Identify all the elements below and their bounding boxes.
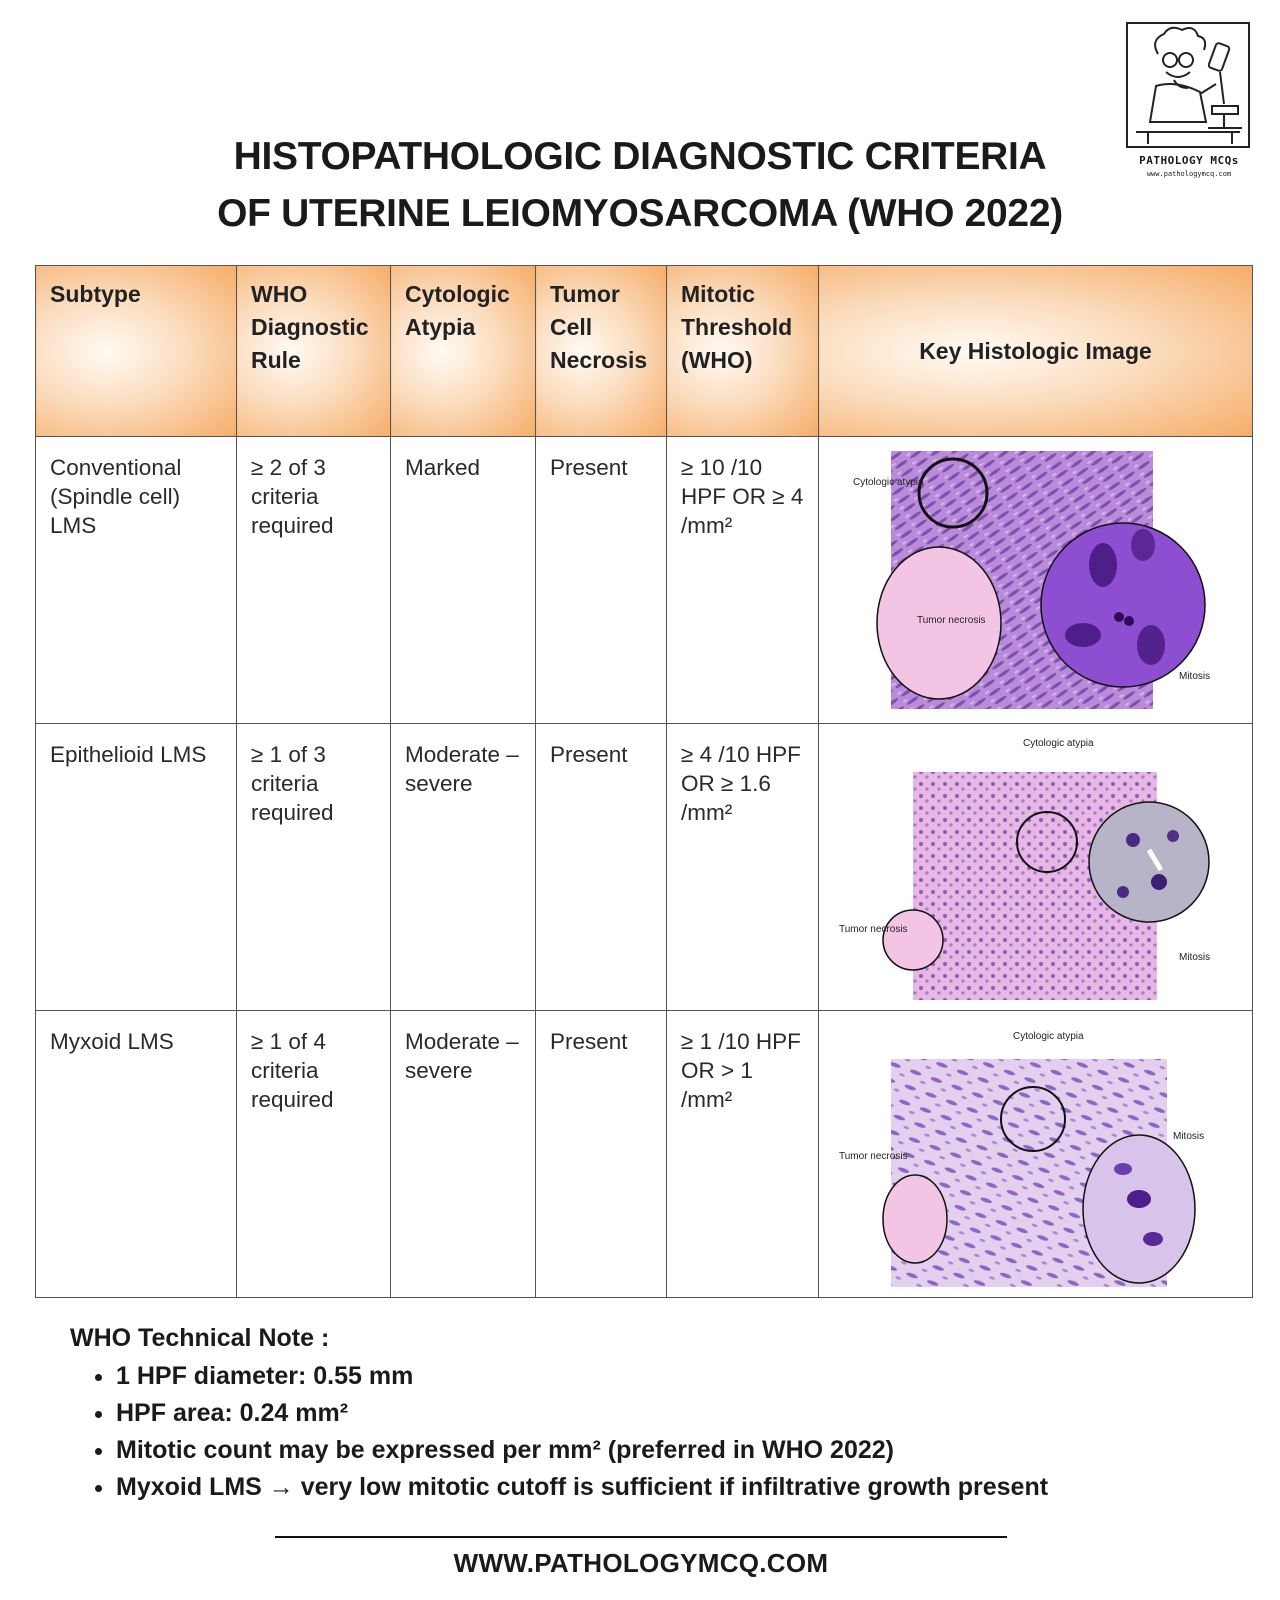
header-necrosis: Tumor Cell Necrosis [536, 266, 667, 437]
cell-mitotic: ≥ 10 /10 HPF OR ≥ 4 /mm² [667, 437, 819, 724]
label-mitosis: Mitosis [1173, 1131, 1205, 1142]
table-row [36, 437, 1253, 724]
cell-image [819, 437, 1253, 724]
header-rule: WHO Diagnostic Rule [237, 266, 391, 437]
cell-image [819, 1011, 1253, 1298]
header-mitotic: Mitotic Threshold (WHO) [667, 266, 819, 437]
cell-mitotic: ≥ 1 /10 HPF OR > 1 /mm² [667, 1011, 819, 1298]
label-atypia: Cytologic atypia [853, 477, 924, 488]
cell-rule: ≥ 2 of 3 criteria required [237, 437, 391, 724]
footer-divider [275, 1536, 1007, 1538]
title-line-1: HISTOPATHOLOGIC DIAGNOSTIC CRITERIA [233, 135, 1047, 178]
label-atypia: Cytologic atypia [1023, 738, 1094, 749]
title-line-2: OF UTERINE LEIOMYOSARCOMA (WHO 2022) [217, 192, 1063, 235]
label-necrosis: Tumor necrosis [917, 615, 986, 626]
list-item: • HPF area: 0.24 mm² [116, 1395, 1230, 1432]
cell-necrosis: Present [536, 437, 667, 724]
footer-website: WWW.PATHOLOGYMCQ.COM [453, 1548, 829, 1578]
table-row [36, 1011, 1253, 1298]
cell-atypia: Moderate –severe [391, 724, 536, 1011]
header-atypia: Cytologic Atypia [391, 266, 536, 437]
histology-image-epithelioid [833, 732, 1217, 1002]
cell-atypia: Moderate –severe [391, 1011, 536, 1298]
note-list [70, 1358, 1230, 1506]
cell-subtype: Conventional (Spindle cell) LMS [36, 437, 237, 724]
cell-necrosis: Present [536, 724, 667, 1011]
note-title: WHO Technical Note : [70, 1324, 330, 1352]
histology-image-myxoid [833, 1019, 1217, 1289]
pathologist-microscope-icon [1126, 22, 1250, 148]
cell-rule: ≥ 1 of 4 criteria required [237, 1011, 391, 1298]
criteria-table [35, 265, 1253, 1298]
cell-mitotic: ≥ 4 /10 HPF OR ≥ 1.6 /mm² [667, 724, 819, 1011]
histology-image-conventional [833, 445, 1217, 715]
technical-note [70, 1320, 1230, 1506]
table-row [36, 724, 1253, 1011]
label-necrosis: Tumor necrosis [839, 924, 908, 935]
cell-rule: ≥ 1 of 3 criteria required [237, 724, 391, 1011]
cell-necrosis: Present [536, 1011, 667, 1298]
label-mitosis: Mitosis [1179, 952, 1211, 963]
label-atypia: Cytologic atypia [1013, 1031, 1084, 1042]
cell-atypia: Marked [391, 437, 536, 724]
cell-image [819, 724, 1253, 1011]
list-item: • 1 HPF diameter: 0.55 mm [116, 1358, 1230, 1395]
list-item: • Myxoid LMS → very low mitotic cutoff is sufficient if infiltrative growth present [116, 1469, 1230, 1506]
label-mitosis: Mitosis [1179, 671, 1211, 682]
cell-subtype: Epithelioid LMS [36, 724, 237, 1011]
page-title [150, 128, 1130, 242]
cell-subtype: Myxoid LMS [36, 1011, 237, 1298]
list-item: • Mitotic count may be expressed per mm² (preferred in WHO 2022) [116, 1432, 1230, 1469]
header-image: Key Histologic Image [819, 266, 1253, 437]
brand-logo [1126, 22, 1252, 194]
logo-name: PATHOLOGY MCQs [1139, 154, 1239, 167]
label-necrosis: Tumor necrosis [839, 1151, 908, 1162]
header-subtype: Subtype [36, 266, 237, 437]
logo-url: www.pathologymcq.com [1146, 170, 1232, 178]
table-header-row [36, 266, 1253, 437]
